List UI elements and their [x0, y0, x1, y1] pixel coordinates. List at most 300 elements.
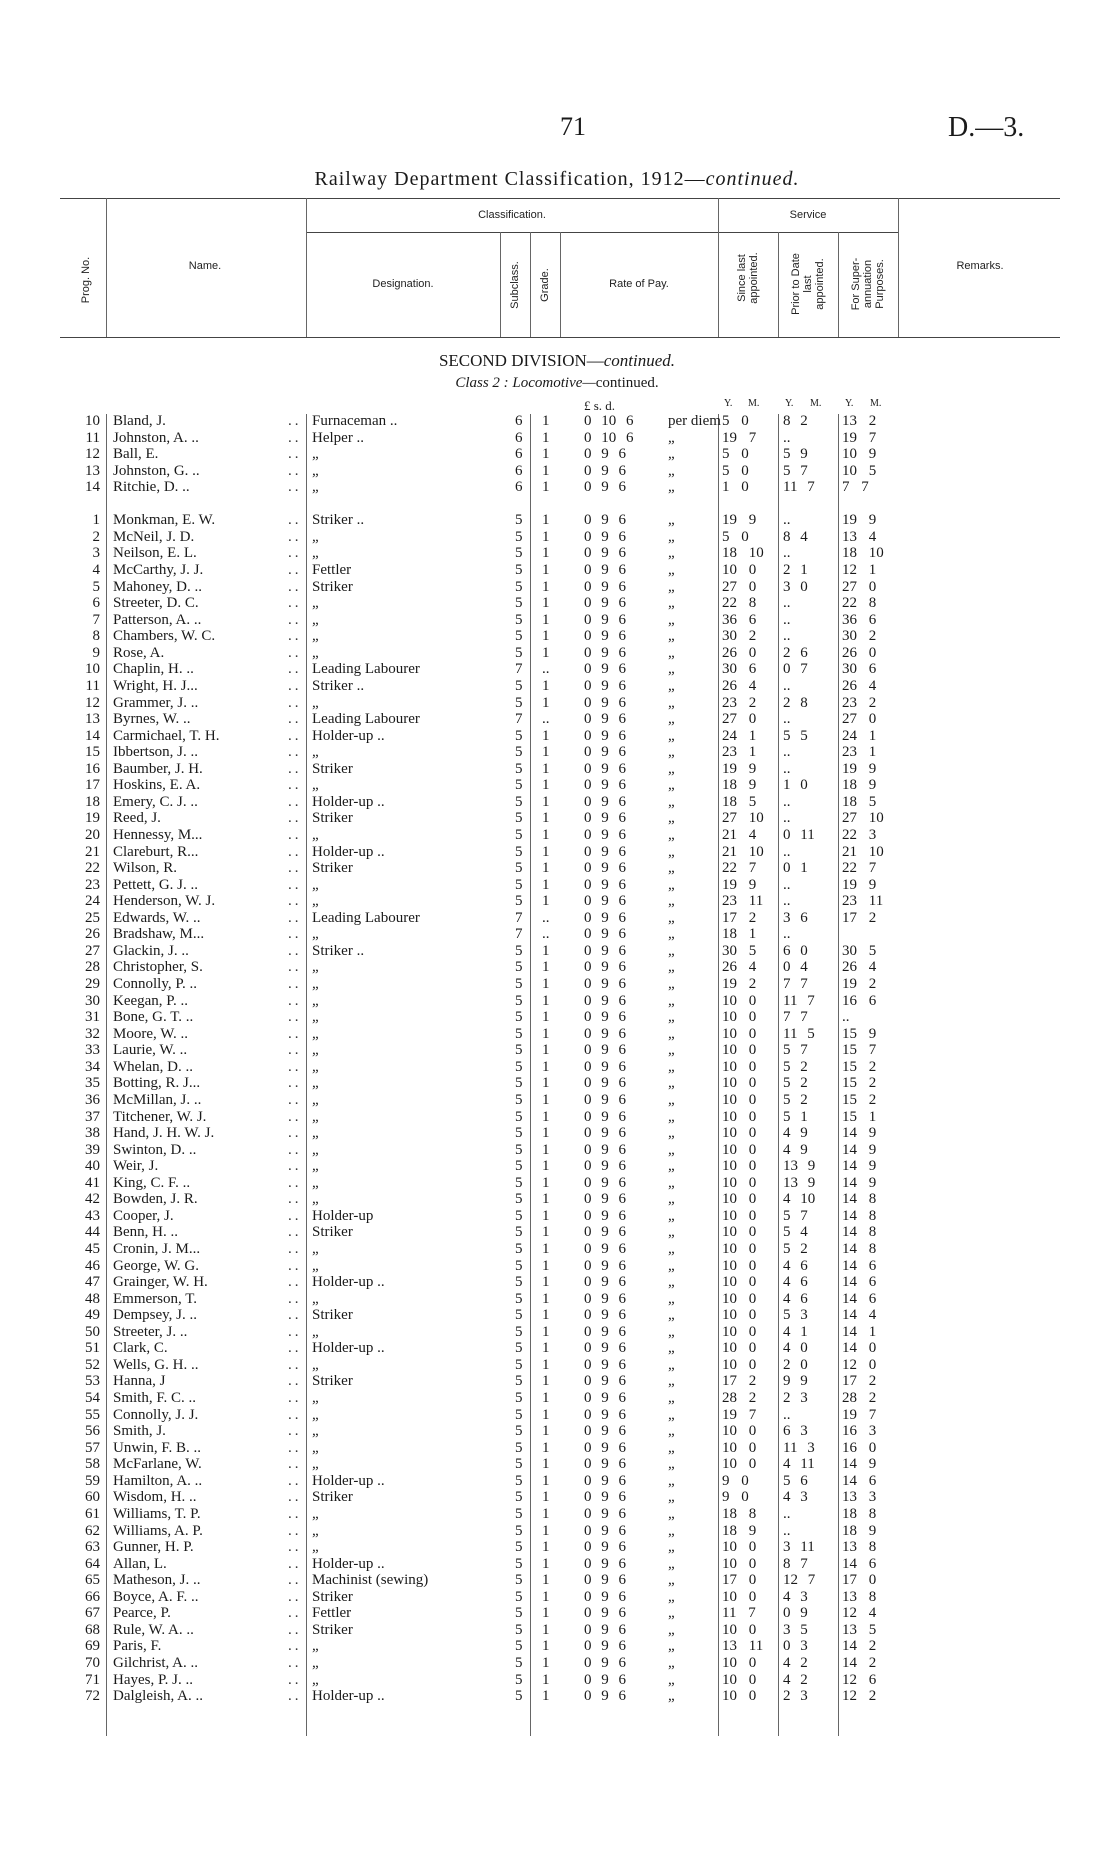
row-superannuation: 12 1 — [842, 562, 877, 579]
row-grade: 1 — [542, 992, 550, 1009]
title-text: Railway Department Classification, 1912— — [314, 168, 706, 190]
row-superannuation: 21 10 — [842, 843, 884, 860]
row-prior-to-date: 5 7 — [783, 1042, 808, 1059]
row-subclass: 5 — [515, 976, 523, 993]
row-designation: Striker — [312, 1489, 353, 1506]
row-designation: Leading Labourer — [312, 909, 420, 926]
row-prior-to-date: 4 10 — [783, 1191, 816, 1208]
row-designation: Striker .. — [312, 677, 365, 694]
row-rate-of-pay: 0 9 6 — [584, 1572, 626, 1589]
row-subclass: 5 — [515, 959, 523, 976]
row-rate-of-pay: 0 9 6 — [584, 1075, 626, 1092]
row-grade: 1 — [542, 1605, 550, 1622]
row-grade: 1 — [542, 1472, 550, 1489]
row-name: Gilchrist, A. .. — [113, 1655, 198, 1671]
row-pay-period: „ — [668, 562, 675, 579]
row-pay-period: „ — [668, 446, 675, 463]
row-prior-to-date: 0 4 — [783, 959, 808, 976]
unit-y1: Y. — [724, 398, 733, 409]
row-since-last-appointed: 9 0 — [722, 1489, 749, 1506]
row-since-last-appointed: 24 1 — [722, 727, 757, 744]
table-row — [0, 1390, 1114, 1407]
leader-dots: .. — [288, 694, 302, 711]
row-superannuation: 10 5 — [842, 462, 877, 479]
row-superannuation: 14 9 — [842, 1141, 877, 1158]
row-prior-to-date: 7 7 — [783, 976, 808, 993]
leader-dots: .. — [288, 413, 302, 429]
row-subclass: 5 — [515, 1158, 523, 1175]
table-row — [0, 1523, 1114, 1540]
row-designation: Holder-up .. — [312, 1472, 385, 1489]
row-superannuation: 17 2 — [842, 909, 877, 926]
row-subclass: 7 — [515, 711, 523, 728]
row-grade: 1 — [542, 1207, 550, 1224]
row-superannuation: 16 6 — [842, 992, 877, 1009]
row-superannuation: 30 5 — [842, 942, 877, 959]
row-designation: Striker .. — [312, 512, 365, 529]
row-prog-no: 51 — [85, 1340, 100, 1357]
row-name: Bradshaw, M... — [113, 926, 205, 943]
row-superannuation: 13 5 — [842, 1621, 877, 1638]
row-prior-to-date: 0 11 — [783, 827, 815, 843]
row-designation: „ — [312, 628, 319, 645]
class-title — [0, 375, 1114, 392]
row-pay-period: „ — [668, 893, 675, 910]
leader-dots: .. — [288, 1340, 302, 1357]
leader-dots: .. — [288, 1224, 302, 1241]
table-row — [0, 595, 1114, 612]
leader-dots: .. — [288, 661, 302, 678]
row-designation: „ — [312, 1356, 319, 1373]
row-name: Neilson, E. L. — [113, 545, 197, 562]
row-designation: Striker — [312, 578, 353, 595]
leader-dots: .. — [288, 1158, 302, 1175]
row-name: Paris, F. — [113, 1638, 162, 1655]
row-rate-of-pay: 0 9 6 — [584, 528, 626, 545]
row-prior-to-date: .. — [783, 810, 791, 827]
row-grade: 1 — [542, 1439, 550, 1456]
row-prior-to-date: .. — [783, 843, 791, 860]
row-name: Glackin, J. .. — [113, 942, 189, 959]
row-name: Cooper, J. — [113, 1207, 174, 1224]
leader-dots: .. — [288, 1108, 302, 1125]
row-prior-to-date: 0 9 — [783, 1605, 808, 1622]
row-grade: 1 — [542, 1125, 550, 1142]
row-prior-to-date: 5 7 — [783, 462, 808, 479]
row-prog-no: 62 — [85, 1522, 100, 1539]
row-rate-of-pay: 0 9 6 — [584, 1091, 626, 1108]
row-rate-of-pay: 0 9 6 — [584, 1108, 626, 1125]
table-row — [0, 1324, 1114, 1341]
header-superannuation: For Super- annuation Purposes. — [850, 257, 886, 311]
division-name: SECOND DIVISION— — [438, 351, 604, 370]
row-grade: 1 — [542, 1456, 550, 1473]
table-row — [0, 645, 1114, 662]
row-subclass: 5 — [515, 1588, 523, 1605]
row-subclass: 5 — [515, 1257, 523, 1274]
row-pay-period: „ — [668, 611, 675, 628]
row-pay-period: „ — [668, 1390, 675, 1407]
row-prior-to-date: 12 7 — [783, 1572, 816, 1589]
row-prog-no: 60 — [85, 1489, 100, 1506]
row-pay-period: „ — [668, 1340, 675, 1357]
row-prior-to-date: 4 6 — [783, 1290, 808, 1307]
row-name: Laurie, W. .. — [113, 1042, 188, 1059]
document-reference: D.—3. — [948, 112, 1025, 143]
row-superannuation: 12 6 — [842, 1671, 877, 1688]
leader-dots: .. — [288, 942, 302, 959]
row-grade: 1 — [542, 1257, 550, 1274]
table-row — [0, 430, 1114, 447]
row-pay-period: „ — [668, 1108, 675, 1125]
row-prog-no: 24 — [85, 893, 100, 910]
table-row — [0, 1075, 1114, 1092]
row-prior-to-date: .. — [783, 711, 791, 728]
row-designation: „ — [312, 462, 319, 479]
row-since-last-appointed: 1 0 — [722, 479, 749, 496]
col-rule — [898, 198, 899, 337]
leader-dots: .. — [288, 1406, 302, 1423]
row-grade: 1 — [542, 1655, 550, 1671]
row-prior-to-date: 11 3 — [783, 1439, 815, 1456]
row-prog-no: 13 — [85, 462, 100, 479]
row-prior-to-date: 8 2 — [783, 413, 808, 429]
row-designation: „ — [312, 644, 319, 661]
table-row — [0, 1556, 1114, 1573]
row-subclass: 5 — [515, 1505, 523, 1522]
row-rate-of-pay: 0 9 6 — [584, 1373, 626, 1390]
row-prior-to-date: 4 6 — [783, 1257, 808, 1274]
row-prior-to-date: 3 11 — [783, 1539, 815, 1556]
row-superannuation: 19 9 — [842, 876, 877, 893]
row-prior-to-date: 8 7 — [783, 1555, 808, 1572]
row-subclass: 5 — [515, 1638, 523, 1655]
row-subclass: 5 — [515, 760, 523, 777]
row-designation: „ — [312, 528, 319, 545]
row-rate-of-pay: 0 9 6 — [584, 1340, 626, 1357]
table-row — [0, 1291, 1114, 1308]
row-since-last-appointed: 18 10 — [722, 545, 764, 562]
row-since-last-appointed: 10 0 — [722, 1174, 757, 1191]
row-prog-no: 70 — [85, 1655, 100, 1671]
row-prog-no: 2 — [92, 528, 100, 545]
row-subclass: 6 — [515, 413, 523, 429]
row-name: Clark, C. — [113, 1340, 168, 1357]
leader-dots: .. — [288, 446, 302, 463]
row-designation: Leading Labourer — [312, 661, 420, 678]
row-superannuation: 14 8 — [842, 1224, 877, 1241]
row-since-last-appointed: 10 0 — [722, 1025, 757, 1042]
row-designation: Holder-up .. — [312, 793, 385, 810]
row-since-last-appointed: 36 6 — [722, 611, 757, 628]
row-subclass: 5 — [515, 793, 523, 810]
row-name: Bowden, J. R. — [113, 1191, 198, 1208]
row-subclass: 5 — [515, 562, 523, 579]
row-designation: „ — [312, 1075, 319, 1092]
row-name: Connolly, P. .. — [113, 976, 198, 993]
row-prior-to-date: 9 9 — [783, 1373, 808, 1390]
unit-y2: Y. — [785, 398, 794, 409]
row-subclass: 5 — [515, 1688, 523, 1705]
table-row — [0, 678, 1114, 695]
row-designation: „ — [312, 893, 319, 910]
row-subclass: 5 — [515, 1224, 523, 1241]
row-pay-period: „ — [668, 1174, 675, 1191]
leader-dots: .. — [288, 479, 302, 496]
row-name: McCarthy, J. J. — [113, 562, 204, 579]
row-pay-period: „ — [668, 942, 675, 959]
row-prior-to-date: 0 7 — [783, 661, 808, 678]
row-designation: „ — [312, 1671, 319, 1688]
row-pay-period: „ — [668, 1224, 675, 1241]
row-prog-no: 44 — [85, 1224, 100, 1241]
row-rate-of-pay: 0 9 6 — [584, 446, 626, 463]
row-rate-of-pay: 0 9 6 — [584, 959, 626, 976]
row-prior-to-date: 5 2 — [783, 1091, 808, 1108]
row-designation: „ — [312, 1191, 319, 1208]
row-since-last-appointed: 27 0 — [722, 578, 757, 595]
row-name: Carmichael, T. H. — [113, 727, 220, 744]
row-rate-of-pay: 0 9 6 — [584, 843, 626, 860]
row-designation: „ — [312, 1638, 319, 1655]
row-subclass: 6 — [515, 462, 523, 479]
row-rate-of-pay: 0 9 6 — [584, 1605, 626, 1622]
row-prior-to-date: 0 3 — [783, 1638, 808, 1655]
row-since-last-appointed: 10 0 — [722, 1207, 757, 1224]
row-superannuation: 23 11 — [842, 893, 884, 910]
row-rate-of-pay: 0 9 6 — [584, 1505, 626, 1522]
row-name: Pearce, P. — [113, 1605, 171, 1622]
row-rate-of-pay: 0 9 6 — [584, 677, 626, 694]
row-since-last-appointed: 10 0 — [722, 1655, 757, 1671]
col-rule — [778, 232, 779, 337]
row-rate-of-pay: 0 10 6 — [584, 429, 634, 446]
leader-dots: .. — [288, 1042, 302, 1059]
row-name: Hoskins, E. A. — [113, 777, 201, 794]
row-rate-of-pay: 0 9 6 — [584, 1655, 626, 1671]
row-name: Wilson, R. — [113, 860, 177, 877]
row-superannuation: 36 6 — [842, 611, 877, 628]
row-designation: „ — [312, 1091, 319, 1108]
row-prior-to-date: 5 1 — [783, 1108, 808, 1125]
table-row — [0, 1473, 1114, 1490]
row-grade: 1 — [542, 976, 550, 993]
row-since-last-appointed: 19 2 — [722, 976, 757, 993]
row-name: Bone, G. T. .. — [113, 1009, 194, 1026]
row-designation: „ — [312, 694, 319, 711]
row-pay-period: „ — [668, 992, 675, 1009]
row-prog-no: 12 — [85, 694, 100, 711]
row-name: Reed, J. — [113, 810, 161, 827]
row-pay-period: „ — [668, 677, 675, 694]
row-pay-period: „ — [668, 1091, 675, 1108]
table-row — [0, 1092, 1114, 1109]
row-pay-period: „ — [668, 777, 675, 794]
row-superannuation: 14 9 — [842, 1174, 877, 1191]
table-row — [0, 562, 1114, 579]
table-row — [0, 827, 1114, 844]
row-since-last-appointed: 18 1 — [722, 926, 757, 943]
row-prog-no: 26 — [85, 926, 100, 943]
row-pay-period: „ — [668, 1621, 675, 1638]
row-prior-to-date: 5 5 — [783, 727, 808, 744]
leader-dots: .. — [288, 1274, 302, 1291]
table-row — [0, 993, 1114, 1010]
row-subclass: 5 — [515, 1373, 523, 1390]
row-subclass: 5 — [515, 1174, 523, 1191]
row-grade: .. — [542, 926, 550, 943]
row-subclass: 5 — [515, 1655, 523, 1671]
table-row — [0, 1357, 1114, 1374]
row-grade: 1 — [542, 644, 550, 661]
row-pay-period: „ — [668, 1588, 675, 1605]
row-rate-of-pay: 0 9 6 — [584, 1456, 626, 1473]
table-row — [0, 463, 1114, 480]
row-prog-no: 66 — [85, 1588, 100, 1605]
row-since-last-appointed: 10 0 — [722, 1290, 757, 1307]
row-pay-period: „ — [668, 1323, 675, 1340]
row-superannuation: 12 2 — [842, 1688, 877, 1705]
row-pay-period: „ — [668, 1257, 675, 1274]
row-name: Benn, H. .. — [113, 1224, 178, 1241]
leader-dots: .. — [288, 677, 302, 694]
table-row — [0, 1208, 1114, 1225]
row-name: Hamilton, A. .. — [113, 1472, 203, 1489]
row-designation: Fettler — [312, 1605, 352, 1622]
row-name: Rose, A. — [113, 644, 165, 661]
row-since-last-appointed: 26 0 — [722, 644, 757, 661]
row-since-last-appointed: 10 0 — [722, 1075, 757, 1092]
row-superannuation: 30 6 — [842, 661, 877, 678]
row-superannuation: 13 8 — [842, 1539, 877, 1556]
row-name: Titchener, W. J. — [113, 1108, 207, 1125]
leader-dots: .. — [288, 1323, 302, 1340]
row-prior-to-date: 13 9 — [783, 1174, 816, 1191]
row-designation: „ — [312, 1505, 319, 1522]
row-prog-no: 40 — [85, 1158, 100, 1175]
row-pay-period: „ — [668, 1356, 675, 1373]
row-since-last-appointed: 18 9 — [722, 1522, 757, 1539]
header-grade: Grade. — [539, 268, 551, 302]
row-name: McNeil, J. D. — [113, 528, 195, 545]
row-grade: 1 — [542, 1174, 550, 1191]
table-row — [0, 910, 1114, 927]
row-prog-no: 23 — [85, 876, 100, 893]
table-row — [0, 1258, 1114, 1275]
row-subclass: 5 — [515, 992, 523, 1009]
row-since-last-appointed: 10 0 — [722, 1555, 757, 1572]
row-prior-to-date: 2 1 — [783, 562, 808, 579]
row-subclass: 5 — [515, 810, 523, 827]
table-row — [0, 893, 1114, 910]
row-prog-no: 49 — [85, 1307, 100, 1324]
row-pay-period: „ — [668, 628, 675, 645]
row-since-last-appointed: 17 2 — [722, 909, 757, 926]
row-since-last-appointed: 5 0 — [722, 528, 749, 545]
row-rate-of-pay: 0 9 6 — [584, 644, 626, 661]
row-prior-to-date: 2 3 — [783, 1688, 808, 1705]
row-grade: 1 — [542, 1042, 550, 1059]
row-prog-no: 42 — [85, 1191, 100, 1208]
row-superannuation: 14 1 — [842, 1323, 877, 1340]
row-name: Monkman, E. W. — [113, 512, 216, 529]
row-subclass: 5 — [515, 744, 523, 761]
row-since-last-appointed: 10 0 — [722, 1257, 757, 1274]
row-rate-of-pay: 0 9 6 — [584, 827, 626, 843]
leader-dots: .. — [288, 644, 302, 661]
row-rate-of-pay: 0 9 6 — [584, 578, 626, 595]
row-prog-no: 65 — [85, 1572, 100, 1589]
row-since-last-appointed: 5 0 — [722, 462, 749, 479]
leader-dots: .. — [288, 727, 302, 744]
row-designation: „ — [312, 744, 319, 761]
row-name: Christopher, S. — [113, 959, 203, 976]
row-prior-to-date: 5 7 — [783, 1207, 808, 1224]
row-name: Smith, F. C. .. — [113, 1390, 196, 1407]
row-subclass: 5 — [515, 1058, 523, 1075]
table-row — [0, 1224, 1114, 1241]
row-pay-period: „ — [668, 827, 675, 843]
row-prior-to-date: 5 3 — [783, 1307, 808, 1324]
row-since-last-appointed: 10 0 — [722, 1307, 757, 1324]
row-since-last-appointed: 17 2 — [722, 1373, 757, 1390]
row-rate-of-pay: 0 9 6 — [584, 1058, 626, 1075]
row-superannuation: 15 9 — [842, 1025, 877, 1042]
row-grade: 1 — [542, 562, 550, 579]
col-rule — [500, 232, 501, 337]
row-since-last-appointed: 10 0 — [722, 1588, 757, 1605]
row-name: Grammer, J. .. — [113, 694, 199, 711]
row-since-last-appointed: 10 0 — [722, 1340, 757, 1357]
leader-dots: .. — [288, 1671, 302, 1688]
row-prog-no: 19 — [85, 810, 100, 827]
row-superannuation: 14 9 — [842, 1125, 877, 1142]
table-row — [0, 496, 1114, 513]
row-grade: 1 — [542, 1274, 550, 1291]
table-row — [0, 711, 1114, 728]
leader-dots: .. — [288, 429, 302, 446]
row-since-last-appointed: 23 1 — [722, 744, 757, 761]
row-superannuation: 14 6 — [842, 1274, 877, 1291]
table-row — [0, 1489, 1114, 1506]
row-grade: 1 — [542, 1505, 550, 1522]
row-prog-no: 1 — [92, 512, 100, 529]
row-rate-of-pay: 0 9 6 — [584, 1042, 626, 1059]
row-designation: Striker — [312, 860, 353, 877]
leader-dots: .. — [288, 562, 302, 579]
row-subclass: 7 — [515, 909, 523, 926]
row-prog-no: 56 — [85, 1423, 100, 1440]
row-superannuation: 7 7 — [842, 479, 869, 496]
row-subclass: 5 — [515, 942, 523, 959]
row-grade: 1 — [542, 827, 550, 843]
row-pay-period: „ — [668, 1539, 675, 1556]
leader-dots: .. — [288, 512, 302, 529]
row-superannuation: 27 0 — [842, 711, 877, 728]
header-mid-rule — [306, 232, 898, 233]
row-prog-no: 67 — [85, 1605, 100, 1622]
row-superannuation: 14 6 — [842, 1290, 877, 1307]
table-row — [0, 695, 1114, 712]
row-grade: 1 — [542, 1191, 550, 1208]
row-rate-of-pay: 0 9 6 — [584, 1472, 626, 1489]
row-pay-period: „ — [668, 1241, 675, 1257]
row-since-last-appointed: 21 10 — [722, 843, 764, 860]
row-designation: „ — [312, 611, 319, 628]
row-designation: Striker — [312, 1307, 353, 1324]
row-superannuation: 22 7 — [842, 860, 877, 877]
row-subclass: 5 — [515, 1356, 523, 1373]
